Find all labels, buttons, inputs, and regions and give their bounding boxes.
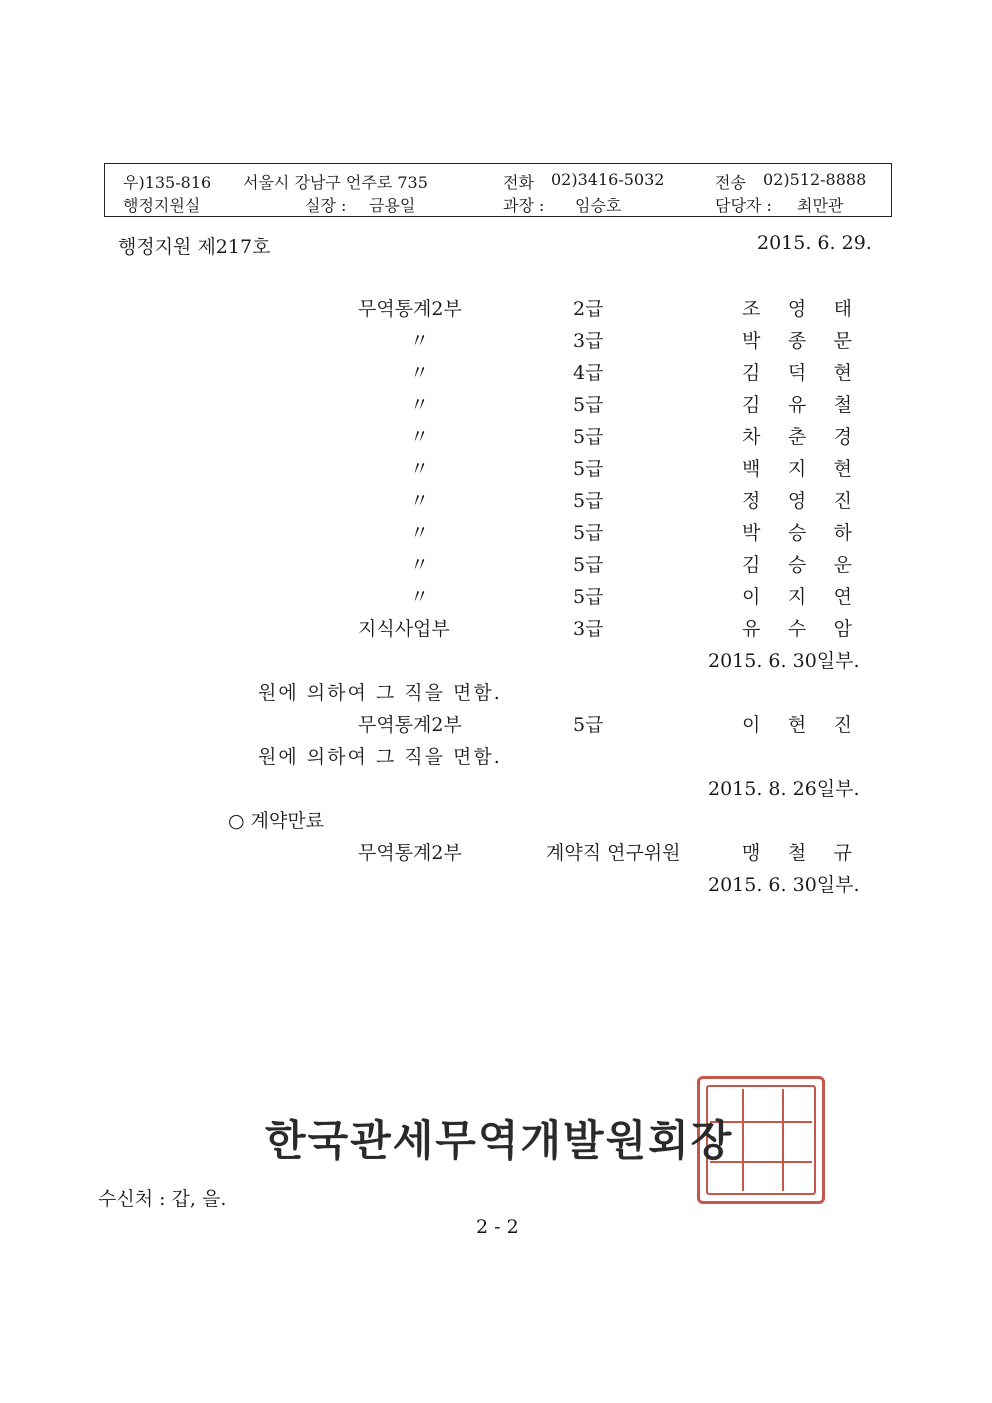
dismissal-clause-2: 원에 의하여 그 직을 면함.: [258, 746, 502, 768]
dept-cell: 〃: [410, 490, 430, 512]
name-char: 맹: [742, 842, 761, 864]
name-char: 연: [833, 586, 852, 608]
name-cell: [742, 326, 852, 353]
department: 행정지원실: [123, 196, 201, 215]
rank-cell: 5급: [573, 426, 604, 448]
name-cell: [742, 390, 852, 417]
name-char: 현: [787, 714, 807, 736]
name-char: 유: [787, 394, 807, 416]
name-char: 이: [742, 714, 761, 736]
name-char: 영: [787, 490, 807, 512]
dept-cell: 〃: [410, 522, 430, 544]
name-char: 수: [787, 618, 807, 640]
postal-code: 우)135-816: [123, 173, 212, 192]
name-cell: [742, 358, 852, 385]
name-char: 철: [833, 394, 852, 416]
fax-label: 전송: [715, 173, 746, 192]
rank-cell: 5급: [573, 394, 604, 416]
name-char: 김: [742, 394, 761, 416]
name-char: 승: [787, 554, 807, 576]
name-cell: [742, 422, 852, 449]
staff-name: 최만관: [797, 196, 844, 215]
issuer-title: 한국관세무역개발원회장: [265, 1116, 734, 1165]
name-char: 규: [833, 842, 852, 864]
name-char: 정: [742, 490, 761, 512]
address: 서울시 강남구 언주로 735: [243, 173, 428, 192]
name-cell: [742, 518, 852, 545]
name-char: 춘: [787, 426, 807, 448]
rank-cell: 5급: [573, 586, 604, 608]
name-char: 진: [833, 714, 852, 736]
name-char: 진: [833, 490, 852, 512]
dept-cell: 〃: [410, 426, 430, 448]
name-char: 문: [833, 330, 852, 352]
name-char: 종: [787, 330, 807, 352]
name-char: 백: [742, 458, 761, 480]
dept-cell: 〃: [410, 362, 430, 384]
rank-cell: 2급: [573, 298, 604, 320]
name-cell: [742, 614, 852, 641]
header-box: [104, 163, 892, 217]
recipients: 수신처 : 갑, 을.: [98, 1188, 227, 1210]
name-cell: [742, 838, 852, 865]
dept-cell: 무역통계2부: [358, 298, 462, 320]
name-cell: [742, 486, 852, 513]
name-char: 조: [742, 298, 761, 320]
effective-date-3: 2015. 6. 30일부.: [708, 874, 860, 896]
dept-cell: 무역통계2부: [358, 714, 462, 736]
dismissal-clause-1: 원에 의하여 그 직을 면함.: [258, 682, 502, 704]
dept-cell: 〃: [410, 554, 430, 576]
name-char: 박: [742, 330, 761, 352]
name-char: 지: [787, 586, 807, 608]
name-char: 철: [787, 842, 807, 864]
rank-cell: 5급: [573, 522, 604, 544]
name-cell: [742, 550, 852, 577]
rank-cell: 3급: [573, 330, 604, 352]
chief-name: 금용일: [369, 196, 416, 215]
name-char: 영: [787, 298, 807, 320]
rank-cell: 5급: [573, 714, 604, 736]
name-char: 김: [742, 554, 761, 576]
name-char: 현: [833, 362, 852, 384]
dept-cell: 〃: [410, 330, 430, 352]
manager-label: 과장 :: [503, 196, 545, 215]
name-char: 현: [833, 458, 852, 480]
name-char: 유: [742, 618, 761, 640]
name-char: 덕: [787, 362, 807, 384]
phone-label: 전화: [503, 173, 534, 192]
fax-number: 02)512-8888: [763, 170, 867, 189]
name-char: 암: [833, 618, 852, 640]
name-char: 이: [742, 586, 761, 608]
page-number: 2 - 2: [476, 1216, 519, 1238]
document-date: 2015. 6. 29.: [757, 232, 872, 254]
name-char: 박: [742, 522, 761, 544]
name-char: 승: [787, 522, 807, 544]
chief-label: 실장 :: [305, 196, 347, 215]
rank-cell: 4급: [573, 362, 604, 384]
rank-cell: 3급: [573, 618, 604, 640]
dept-cell: 〃: [410, 394, 430, 416]
name-cell: [742, 294, 852, 321]
name-char: 지: [787, 458, 807, 480]
name-char: 경: [833, 426, 852, 448]
dept-cell: 〃: [410, 586, 430, 608]
dept-cell: 지식사업부: [358, 618, 450, 640]
rank-cell: 5급: [573, 490, 604, 512]
rank-cell: 5급: [573, 458, 604, 480]
name-char: 하: [833, 522, 852, 544]
section-contract-expiry: ○ 계약만료: [228, 810, 325, 832]
name-char: 김: [742, 362, 761, 384]
phone-number: 02)3416-5032: [551, 170, 665, 189]
name-char: 태: [833, 298, 852, 320]
staff-label: 담당자 :: [715, 196, 772, 215]
dept-cell: 무역통계2부: [358, 842, 462, 864]
effective-date-1: 2015. 6. 30일부.: [708, 650, 860, 672]
name-cell: [742, 710, 852, 737]
document-number: 행정지원 제217호: [118, 236, 271, 258]
name-char: 차: [742, 426, 761, 448]
dept-cell: 〃: [410, 458, 430, 480]
manager-name: 임승호: [575, 196, 622, 215]
name-char: 운: [833, 554, 852, 576]
effective-date-2: 2015. 8. 26일부.: [708, 778, 860, 800]
rank-cell: 계약직 연구위원: [546, 842, 681, 864]
name-cell: [742, 582, 852, 609]
name-cell: [742, 454, 852, 481]
rank-cell: 5급: [573, 554, 604, 576]
